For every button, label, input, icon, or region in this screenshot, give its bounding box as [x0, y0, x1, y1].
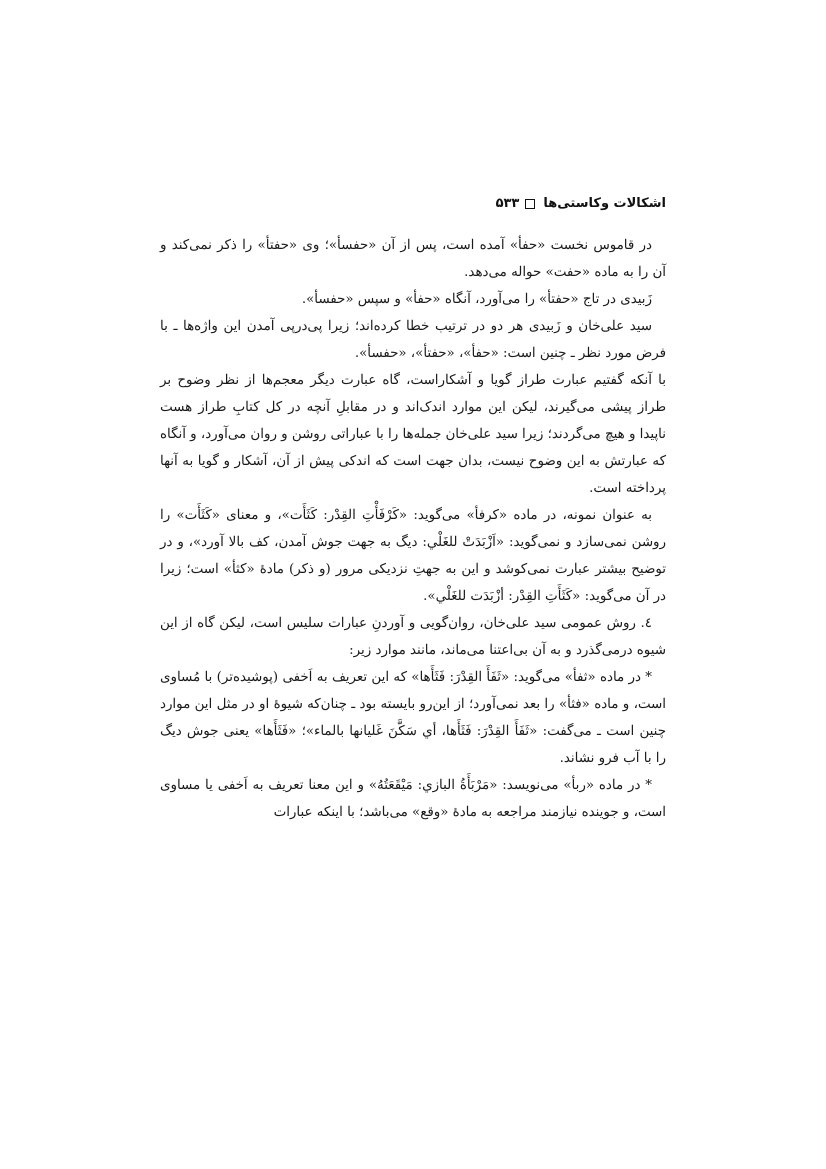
paragraph: به عنوان نمونه، در ماده «کرفأ» می‌گوید: «كَرْفَأْتِ القِدْر: كَثَأَت»، و معنای «كَثَأَت» را روشن نمی‌سازد و نمی‌گوید: «اَزْبَدَتْ للغَلْي: دیگ به جهت جوش آمدن، کف بالا آورد»، و در توضیح بیشتر عبارت نمی‌کوشد و این به جهتِ نزدیکی مرور (و ذکر) مادهٔ «کثأ» است؛ زیرا در آن می‌گوید: «كَثَأَتِ القِدْر: أزْبَدَت للغَلْي».: [160, 508, 666, 604]
running-header-title: اشکالات وکاستی‌ها: [543, 196, 666, 211]
paragraph: سید علی‌خان و زَبیدی هر دو در ترتیب خطا کرده‌اند؛ زیرا پی‌درپی آمدن این واژه‌ها ـ با فرض مورد نظر ـ چنین است: «حفأ»، «حفتأ»، «حفسأ».: [160, 319, 666, 361]
paragraph: زَبیدی در تاج «حفتأ» را می‌آورد، آنگاه «حفأ» و سپس «حفسأ».: [301, 292, 652, 307]
running-header: [496, 196, 666, 211]
paragraph: * در ماده «ربأ» می‌نویسد: «مَرْبَأَةُ البازي: مَيْقَعَتُهُ» و این معنا تعریف به اَخفی یا مساوی است، و جوینده نیازمند مراجعه به مادهٔ «وقع» می‌باشد؛ با اینکه عبارات: [160, 778, 666, 820]
square-outline-icon: [525, 199, 535, 209]
paragraph: با آنکه گفتیم عبارت طراز گویا و آشکاراست، گاه عبارت دیگر معجم‌ها از نظر وضوح بر طراز پیشی می‌گیرند، لیکن این موارد اندک‌اند و در مقابلِ آنچه در کل کتابِ طراز هست ناپیدا و هیچ می‌گردند؛ زیرا سید علی‌خان جمله‌ها را با عباراتی روشن و روان می‌آورد، و آنگاه که عبارتش به این وضوح نیست، بدان جهت است که اندکی پیش از آن، آشکار و گویا به آنها پرداخته است.: [159, 373, 666, 496]
page-number: ۵۳۳: [495, 196, 520, 211]
paragraph: * در ماده «ثفأ» می‌گوید: «ثَفَأَ القِدْرَ: فَثَأَها» که این تعریف به اَخفی (پوشیده‌تر) با مُساوی است، و ماده «فثأ» را بعد نمی‌آورد؛ از این‌رو بایسته بود ـ چنان‌که شیوهٔ او در مثل این موارد چنین است ـ می‌گفت: «ثَفَأَ القِدْرَ: فَثَأَها، أي سَكَّنَ غَليانها بالماء»؛ «فَثَأَها» یعنی جوش دیگ را با آب فرو نشاند.: [160, 670, 666, 766]
paragraph: ٤. روش عمومی سید علی‌خان، روان‌گویی و آوردنِ عبارات سلیس است، لیکن گاه از این شیوه درمی‌گذرد و به آن بی‌اعتنا می‌ماند، مانند موارد زیر:: [160, 616, 666, 658]
body-text: [160, 232, 666, 826]
paragraph: در قاموس نخست «حفأ» آمده است، پس از آن «حفسأ»؛ وی «حفتأ» را ذکر نمی‌کند و آن را به ماده «حفت» حواله می‌دهد.: [160, 238, 666, 280]
